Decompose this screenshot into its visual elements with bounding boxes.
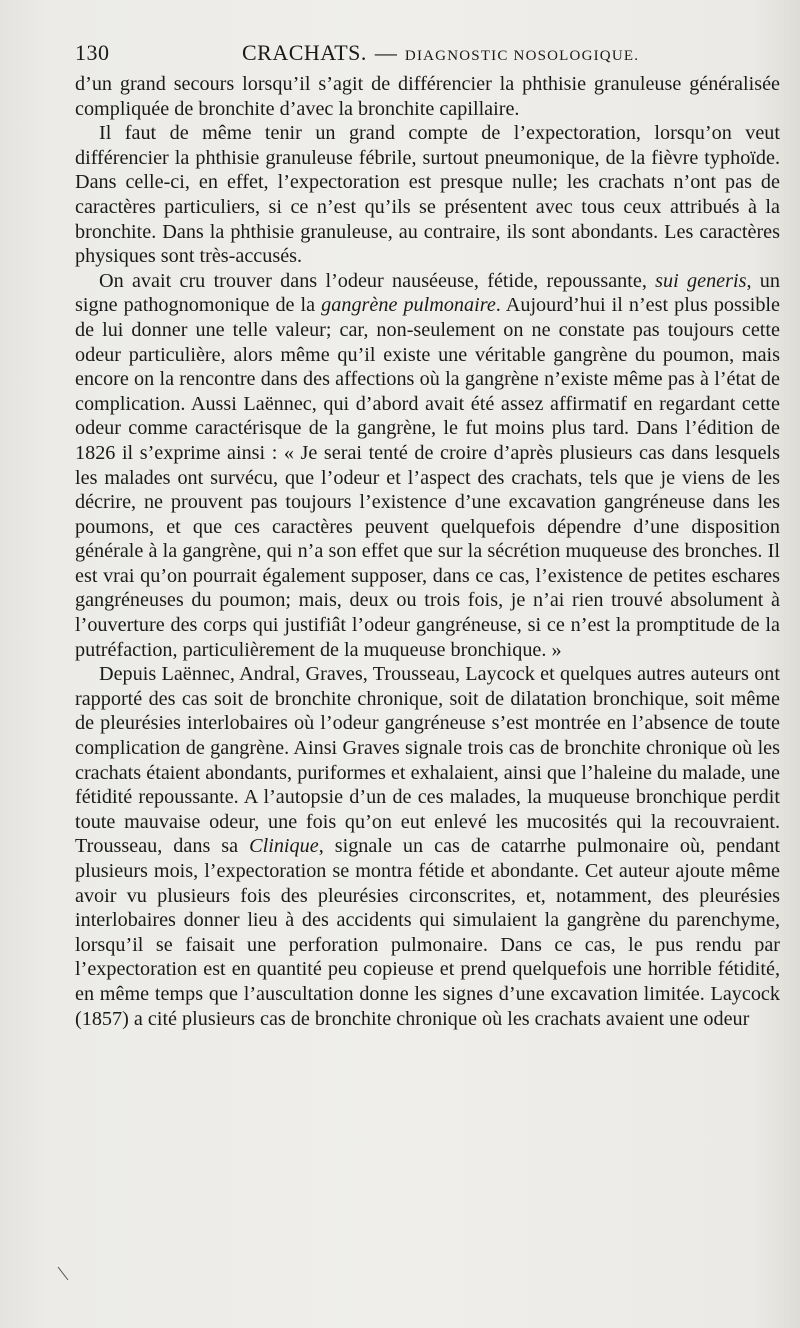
text-segment: , signale un cas de catarrhe pulmonaire où, pendant plusieurs mois, l’expectoration se montra fétide et abondante. Cet auteur ajoute même avoir vu plusieurs fois des pleurésies circonscrites, et, notamment, des pleurésies interlobaires donner lieu à des accidents qui simulaient la gangrène du parenchyme, lorsqu’il se faisait une perforation pulmonaire. Dans ce cas, le pus rendu par l’expectoration est en quantité peu copieuse et prend quelquefois une horrible fétidité, en même temps que l’auscultation donne les signes d’une excavation limitée. Laycock (1857) a cité plusieurs cas de bronchite chronique où les crachats avaient une odeur: [75, 835, 781, 1030]
title-separator: —: [374, 40, 397, 65]
pencil-mark-icon: [56, 1266, 70, 1282]
text-segment: On avait cru trouver dans l’odeur nauséeuse, fétide, repoussante,: [99, 269, 656, 292]
paragraph-continuation: d’un grand secours lorsqu’il s’agit de différencier la phthisie granuleuse généralisée compliquée de bronchite d’avec la bronchite capillaire.: [75, 73, 780, 120]
paragraph-typhoid: Il faut de même tenir un grand compte de l’expectoration, lorsqu’on veut différencier la phthisie granuleuse fébrile, surtout pneumonique, de la fièvre typhoïde. Dans celle-ci, en effet, l’expectoration est presque nulle; les crachats n’ont pas de caractères particuliers, si ce n’est qu’ils se présentent avec tous ceux attribués à la bronchite. Dans la phthisie granuleuse, au contraire, ils sont abondants. Les caractères physiques sont très-accusés.: [75, 122, 780, 268]
page-number: 130: [75, 40, 110, 65]
paragraph-laennec-followers: [75, 662, 780, 1031]
italic-term: gangrène pulmonaire: [321, 294, 496, 317]
section-subtitle: DIAGNOSTIC NOSOLOGIQUE.: [404, 48, 640, 64]
text-segment: , un signe pathognomonique de la: [75, 269, 780, 317]
italic-term: sui generis: [655, 269, 747, 292]
text-segment: Depuis Laënnec, Andral, Graves, Trousseau, Laycock et quelques autres auteurs ont rapporté des cas soit de bronchite chronique, soit de dilatation bronchique, soit même de pleurésies interlobaires où l’odeur gangréneuse s’est montrée en l’absence de toute complication de gangrène. Ainsi Graves signale trois cas de bronchite chronique où les crachats étaient abondants, puriformes et exhalaient, ainsi que l’haleine du malade, une fétidité repoussante. A l’autopsie d’un de ces malades, la muqueuse bronchique perdit toute mauvaise odeur, une fois qu’on eut enlevé les mucosités qui la recouvraient. Trousseau, dans sa: [75, 663, 780, 858]
running-title: [242, 40, 639, 66]
italic-term: Clinique: [249, 835, 319, 858]
body-text: [75, 72, 780, 1031]
paragraph-gangrene: [75, 269, 780, 663]
running-header: [75, 40, 780, 74]
chapter-title: CRACHATS.: [242, 40, 367, 65]
text-segment: . Aujourd’hui il n’est plus possible de lui donner une telle valeur; car, non-seulement on ne constate pas toujours cette odeur particulière, alors même qu’il existe une véritable gangrène du poumon, mais encore on la rencontre dans des affections où la gangrène n’existe même pas à l’état de complication. Aussi Laënnec, qui d’abord avait été assez affirmatif en regardant cette odeur comme caractérisque de la gangrène, le fut moins plus tard. Dans l’édition de 1826 il s’exprime ainsi : « Je serai tenté de croire d’après plusieurs cas dans lesquels les malades ont survécu, que l’odeur et l’aspect des crachats, tels que je viens de les décrire, ne prouvent pas toujours l’existence d’une excavation gangréneuse dans les poumons, et que ces caractères peuvent quelquefois dépendre d’une disposition générale à la gangrène, qui n’a son effet que sur la sécrétion muqueuse des bronches. Il est vrai qu’on pourrait également supposer, dans ce cas, l’existence de petites eschares gangréneuses du poumon; mais, deux ou trois fois, je n’ai rien trouvé absolument à l’ouverture des corps qui justifiât l’odeur gangréneuse, si ce n’est la promptitude de la putréfaction, particulièrement de la muqueuse bronchique. »: [75, 294, 781, 661]
